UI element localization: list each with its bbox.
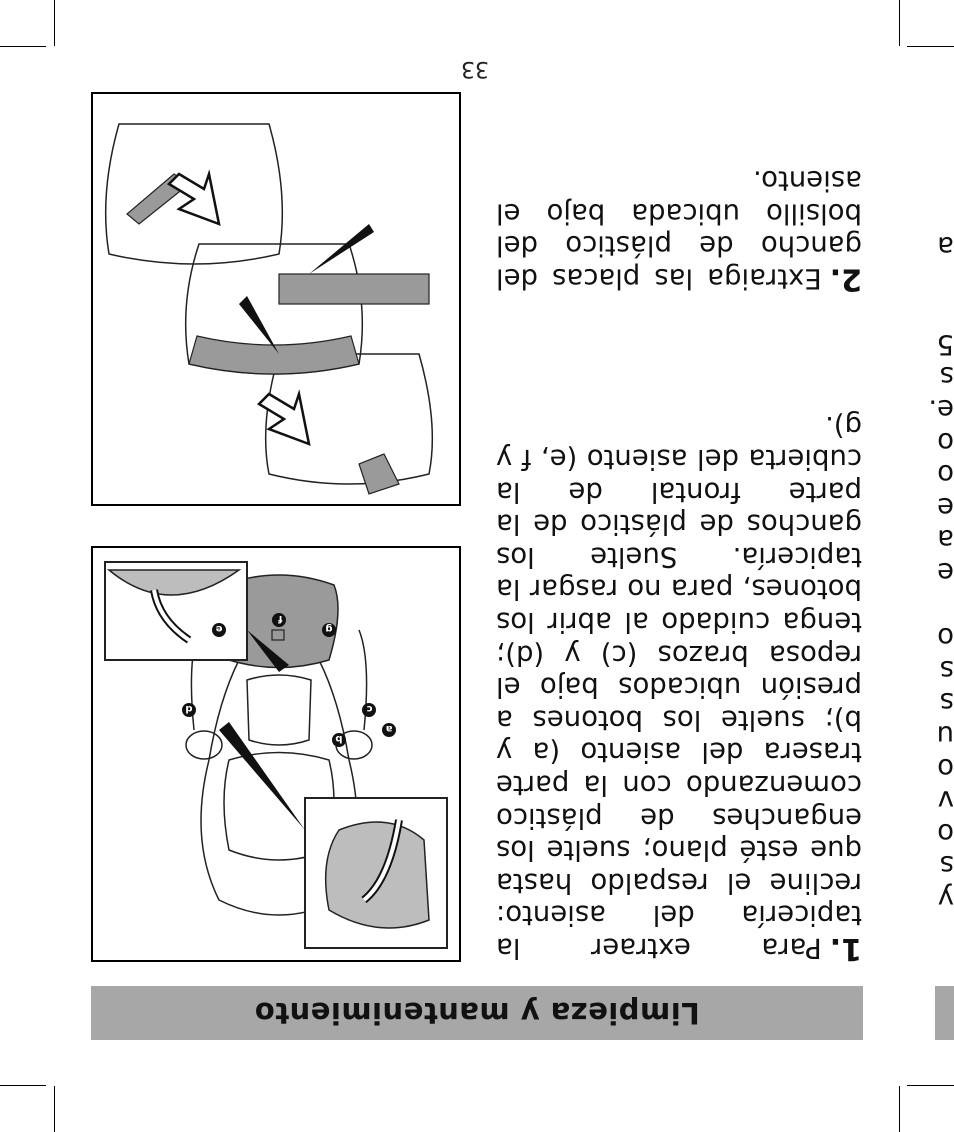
callout-b: b: [335, 733, 343, 744]
crop-mark: [907, 1085, 954, 1086]
edge-letter: s: [939, 849, 954, 882]
edge-letter: o: [937, 752, 954, 785]
step-1-text: Para extraer la tapicería del asiento: recline el respaldo hasta que esté plano; suelte los enganches de plástico comenzando con la parte trasera del asiento (a y b); suelte los botones a presión ubicados bajo el reposa brazos (c) y (d); tenga cuidado al abrir los botones, para no rasgar la tapicería. Suelte los ganchos de plástico de la parte frontal de la cubierta del asiento (e, f y g).: [496, 410, 862, 965]
callout-e: e: [215, 623, 223, 634]
edge-letter: 5: [936, 328, 954, 361]
crop-mark: [54, 1086, 55, 1132]
edge-letter: a: [937, 523, 954, 556]
edge-letter: u: [936, 719, 954, 752]
callout-c: c: [366, 703, 373, 714]
step-2-text: Extraiga las placas del gancho de plástico del bolsillo ubicada bajo el asiento.: [496, 164, 862, 295]
edge-letter: o: [937, 458, 954, 491]
edge-letter: o: [937, 426, 954, 459]
callout-d: d: [185, 703, 193, 714]
crop-mark: [899, 0, 900, 46]
seat-underside-illustration: [93, 94, 459, 504]
edge-letter: a: [937, 230, 954, 263]
crop-mark: [54, 0, 55, 46]
callout-f: f: [278, 613, 283, 624]
figure-seat-cover-removal: [91, 546, 461, 962]
edge-letter: s: [939, 686, 954, 719]
callout-a: a: [385, 723, 393, 734]
edge-letter: [920, 589, 954, 622]
crop-mark: [899, 1086, 900, 1132]
seat-illustration: [93, 548, 459, 960]
step-1-number: 1.: [829, 931, 862, 967]
edge-letter: s: [939, 360, 954, 393]
section-title: Limpieza y mantenimiento: [254, 996, 700, 1030]
edge-letter: e: [937, 556, 954, 589]
edge-letter: o: [937, 621, 954, 654]
crop-mark: [907, 46, 954, 47]
section-title-bar: [91, 986, 863, 1040]
callout-g: g: [325, 623, 333, 634]
step-1: [496, 410, 862, 967]
edge-letter: [920, 263, 954, 296]
step-2-number: 2.: [829, 261, 862, 297]
crop-mark: [0, 1085, 46, 1086]
edge-letter: e: [937, 491, 954, 524]
step-2: [496, 164, 862, 297]
edge-letter: y: [937, 882, 954, 915]
figure-plate-removal: [91, 92, 461, 506]
edge-letter: s: [939, 654, 954, 687]
page-number: 33: [461, 56, 489, 81]
edge-letter: [920, 295, 954, 328]
crop-mark: [0, 46, 46, 47]
edge-title-bar: [935, 986, 954, 1040]
edge-letter: v: [937, 784, 954, 817]
edge-text-column: [920, 230, 954, 914]
edge-letter: o: [937, 817, 954, 850]
edge-letter: e.: [928, 393, 954, 426]
